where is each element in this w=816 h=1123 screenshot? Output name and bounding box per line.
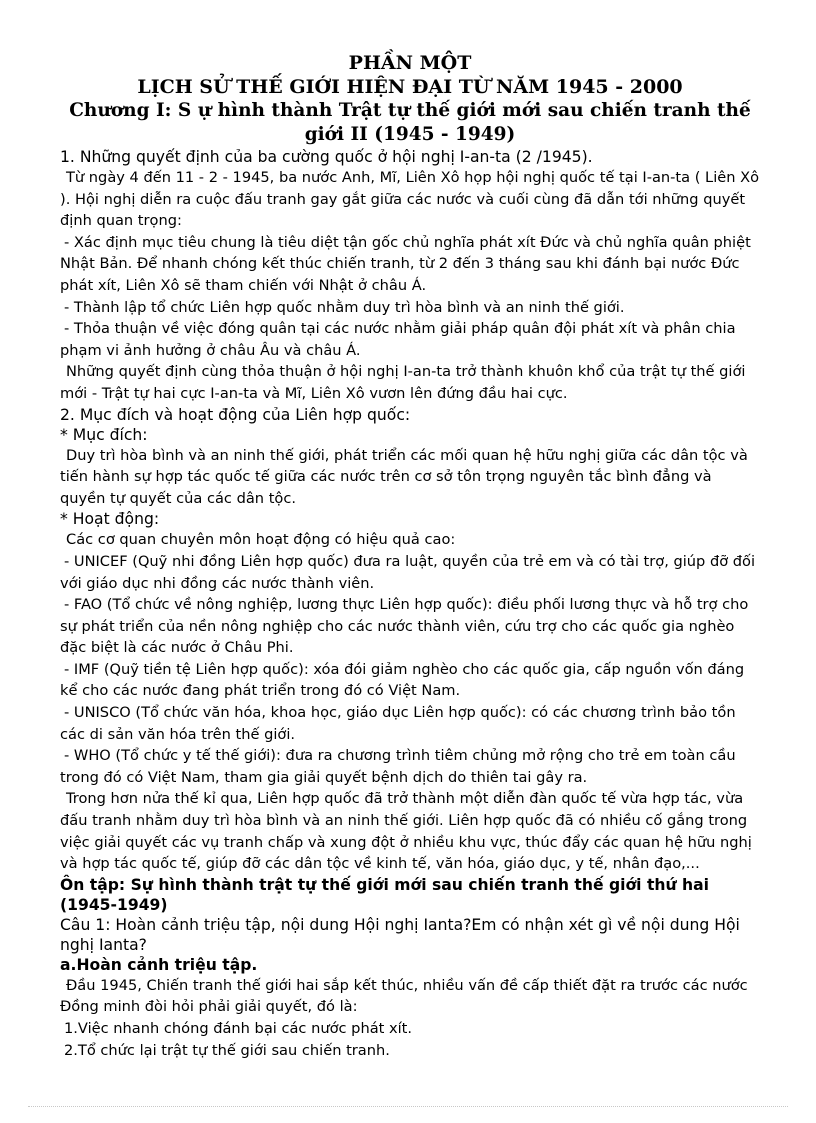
section1-paragraph-4: - Thỏa thuận về việc đóng quân tại các nước nhằm giải pháp quân đội phát xít và phân chia phạm vi ảnh hưởng ở châu Âu và châu Á. [60, 320, 736, 359]
section1-paragraph-1: Từ ngày 4 đến 11 - 2 - 1945, ba nước Anh, Mĩ, Liên Xô họp hội nghị quốc tế tại I-an-ta ( Liên Xô ). Hội nghị diễn ra cuộc đấu tranh gay gắt giữa các nước và cuối cùng đã dẫn tới những quyết định quan trọng: [60, 169, 760, 230]
section2-paragraph-4: - FAO (Tổ chức về nông nghiệp, lương thực Liên hợp quốc): điều phối lương thực và hỗ trợ cho sự phát triển của nền nông nghiệp cho các nước thành viên, cứu trợ cho các quốc gia nghèo đặc biệt là các nước ở Châu Phi. [60, 596, 749, 657]
section2-paragraph-6: - UNISCO (Tổ chức văn hóa, khoa học, giáo dục Liên hợp quốc): có các chương trình bảo tồn các di sản văn hóa trên thế giới. [60, 704, 736, 743]
section2-paragraph-7: - WHO (Tổ chức y tế thế giới): đưa ra chương trình tiêm chủng mở rộng cho trẻ em toàn cầu trong đó có Việt Nam, tham gia giải quyết bệnh dịch do thiên tai gây ra. [60, 747, 736, 786]
review-paragraph-1: Đầu 1945, Chiến tranh thế giới hai sắp kết thúc, nhiều vấn đề cấp thiết đặt ra trước các nước Đồng minh đòi hỏi phải giải quyết, đó là: [60, 976, 748, 1016]
section1-paragraph-5: Những quyết định cùng thỏa thuận ở hội nghị I-an-ta trở thành khuôn khổ của trật tự thế giới mới - Trật tự hai cực I-an-ta và Mĩ, Liên Xô vươn lên đứng đầu hai cực. [60, 363, 746, 402]
review-list-item-1: 1.Việc nhanh chóng đánh bại các nước phát xít. [64, 1020, 413, 1037]
era-title: LỊCH SỬ THẾ GIỚI HIỆN ĐẠI TỪ NĂM 1945 - 2000 [137, 76, 683, 98]
section2-paragraph-1: Duy trì hòa bình và an ninh thế giới, phát triển các mối quan hệ hữu nghị giữa các dân tộc và tiến hành sự hợp tác quốc tế giữa các nước trên cơ sở tôn trọng nguyên tắc bình đẳng và quyền tự quyết của các dân tộc. [60, 446, 748, 507]
title-block [60, 52, 760, 147]
section2-paragraph-8: Trong hơn nửa thế kỉ qua, Liên hợp quốc đã trở thành một diễn đàn quốc tế vừa hợp tác, vừa đấu tranh nhằm duy trì hòa bình và an ninh thế giới. Liên hợp quốc đã có nhiều cố gắng trong việc giải quyết các vụ tranh chấp và xung đột ở nhiều khu vực, thúc đẩy các quan hệ hữu nghị và hợp tác quốc tế, giúp đỡ các dân tộc về kinh tế, văn hóa, giáo dục, y tế, nhân đạo,... [60, 790, 752, 873]
part-title: PHẦN MỘT [348, 52, 472, 74]
review-question-1: Câu 1: Hoàn cảnh triệu tập, nội dung Hội nghị Ianta?Em có nhận xét gì về nội dung Hội nghị Ianta? [60, 915, 740, 954]
section1-paragraph-3: - Thành lập tổ chức Liên hợp quốc nhằm duy trì hòa bình và an ninh thế giới. [64, 298, 625, 316]
section2-paragraph-2: Các cơ quan chuyên môn hoạt động có hiệu quả cao: [66, 531, 456, 549]
section2-heading: 2. Mục đích và hoạt động của Liên hợp quốc: [60, 405, 411, 424]
section2-subheading-activity: * Hoạt động: [60, 510, 160, 529]
page-bottom-divider [28, 1106, 788, 1107]
chapter-title: Chương I: S ự hình thành Trật tự thế giới mới sau chiến tranh thế giới II (1945 - 1949) [69, 100, 751, 145]
review-answer-heading: a.Hoàn cảnh triệu tập. [60, 955, 258, 974]
section2-paragraph-3: - UNICEF (Quỹ nhi đồng Liên hợp quốc) đưa ra luật, quyền của trẻ em và có tài trợ, giúp đỡ đối với giáo dục nhi đồng các nước thành viên. [60, 552, 756, 592]
page-content [60, 52, 760, 1061]
section1-heading: 1. Những quyết định của ba cường quốc ở hội nghị I-an-ta (2 /1945). [60, 148, 593, 166]
section2-paragraph-5: - IMF (Quỹ tiền tệ Liên hợp quốc): xóa đói giảm nghèo cho các quốc gia, cấp nguồn vốn đáng kể cho các nước đang phát triển trong đó có Việt Nam. [60, 660, 745, 700]
review-heading: Ôn tập: Sự hình thành trật tự thế giới mới sau chiến tranh thế giới thứ hai (1945-1949) [60, 875, 710, 914]
section2-subheading-purpose: * Mục đích: [60, 425, 148, 444]
review-list-item-2: 2.Tổ chức lại trật tự thế giới sau chiến tranh. [64, 1041, 390, 1059]
section1-paragraph-2: - Xác định mục tiêu chung là tiêu diệt tận gốc chủ nghĩa phát xít Đức và chủ nghĩa quân phiệt Nhật Bản. Để nhanh chóng kết thúc chiến tranh, từ 2 đến 3 tháng sau khi đánh bại nước Đức phát xít, Liên Xô sẽ tham chiến với Nhật ở châu Á. [60, 233, 751, 294]
